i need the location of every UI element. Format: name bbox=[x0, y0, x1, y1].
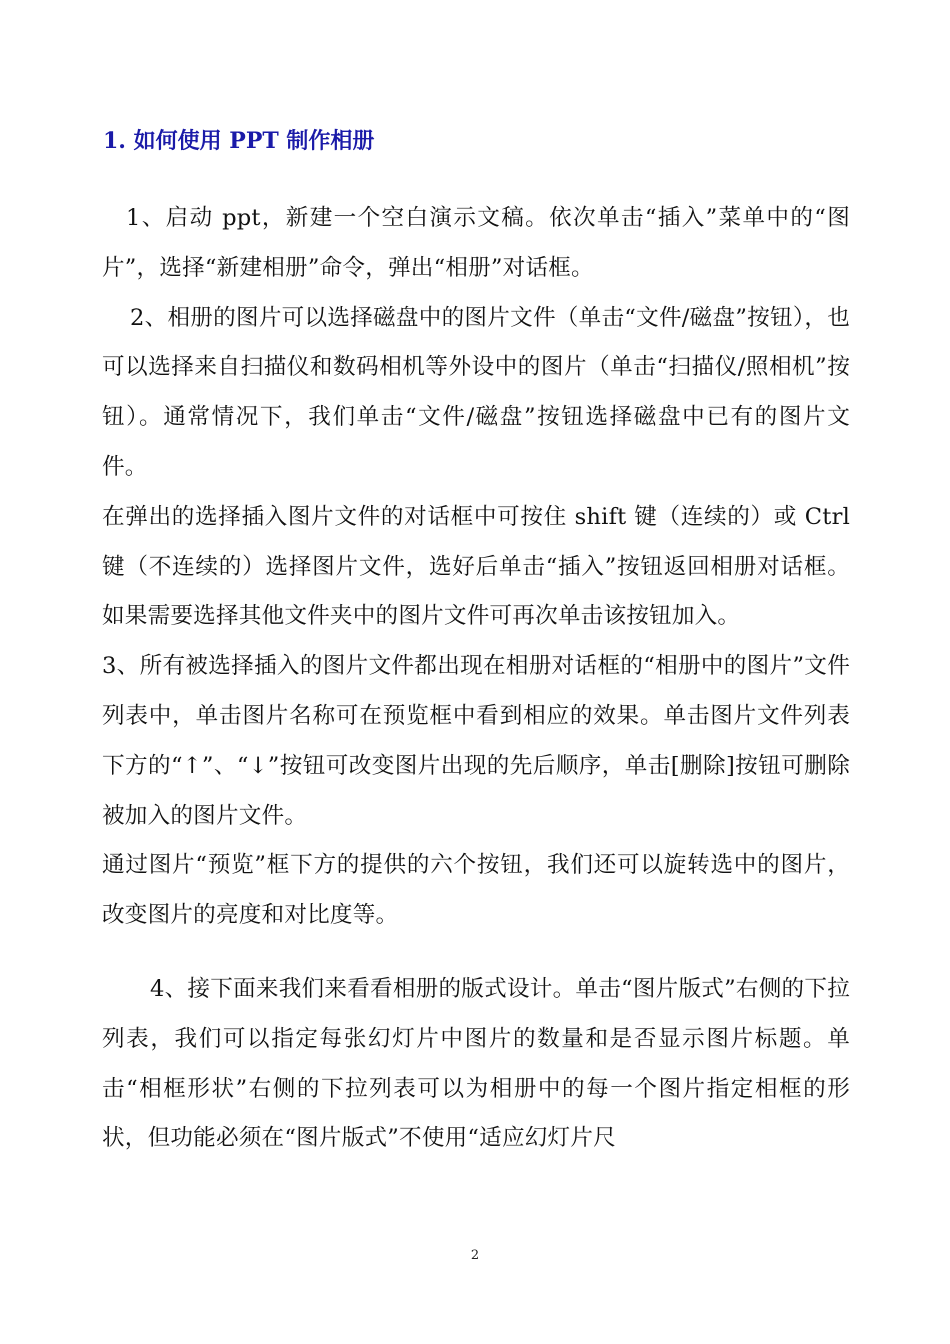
section-heading: 1. 如何使用 PPT 制作相册 bbox=[103, 128, 375, 154]
paragraph-preview-buttons: 通过图片“预览”框下方的提供的六个按钮，我们还可以旋转选中的图片，改变图片的亮度和对比度等。 bbox=[102, 852, 850, 929]
paragraph-step-3: 3、所有被选择插入的图片文件都出现在相册对话框的“相册中的图片”文件列表中，单击图片名称可在预览框中看到相应的效果。单击图片文件列表下方的“↑”、“↓”按钮可改变图片出现的先后顺序，单击[删除]按钮可删除被加入的图片文件。 bbox=[102, 653, 850, 829]
paragraph-step-2: 2、相册的图片可以选择磁盘中的图片文件（单击“文件/磁盘”按钮），也可以选择来自扫描仪和数码相机等外设中的图片（单击“扫描仪/照相机”按钮）。通常情况下，我们单击“文件/磁盘”按钮选择磁盘中已有的图片文件。 bbox=[102, 304, 850, 480]
paragraph-step-4: 4、接下面来我们来看看相册的版式设计。单击“图片版式”右侧的下拉列表，我们可以指定每张幻灯片中图片的数量和是否显示图片标题。单击“相框形状”右侧的下拉列表可以为相册中的每一个图片指定相框的形状，但功能必须在“图片版式”不使用“适应幻灯片尺 bbox=[102, 975, 850, 1152]
document-body bbox=[102, 194, 850, 1164]
page-number: 2 bbox=[470, 1248, 480, 1263]
paragraph-select-files: 在弹出的选择插入图片文件的对话框中可按住 shift 键（连续的）或 Ctrl 键（不连续的）选择图片文件，选好后单击“插入”按钮返回相册对话框。如果需要选择其他文件夹中的图片文件可再次单击该按钮加入。 bbox=[102, 503, 850, 630]
paragraph-step-1: 1、启动 ppt，新建一个空白演示文稿。依次单击“插入”菜单中的“图片”，选择“新建相册”命令，弹出“相册”对话框。 bbox=[102, 205, 850, 281]
